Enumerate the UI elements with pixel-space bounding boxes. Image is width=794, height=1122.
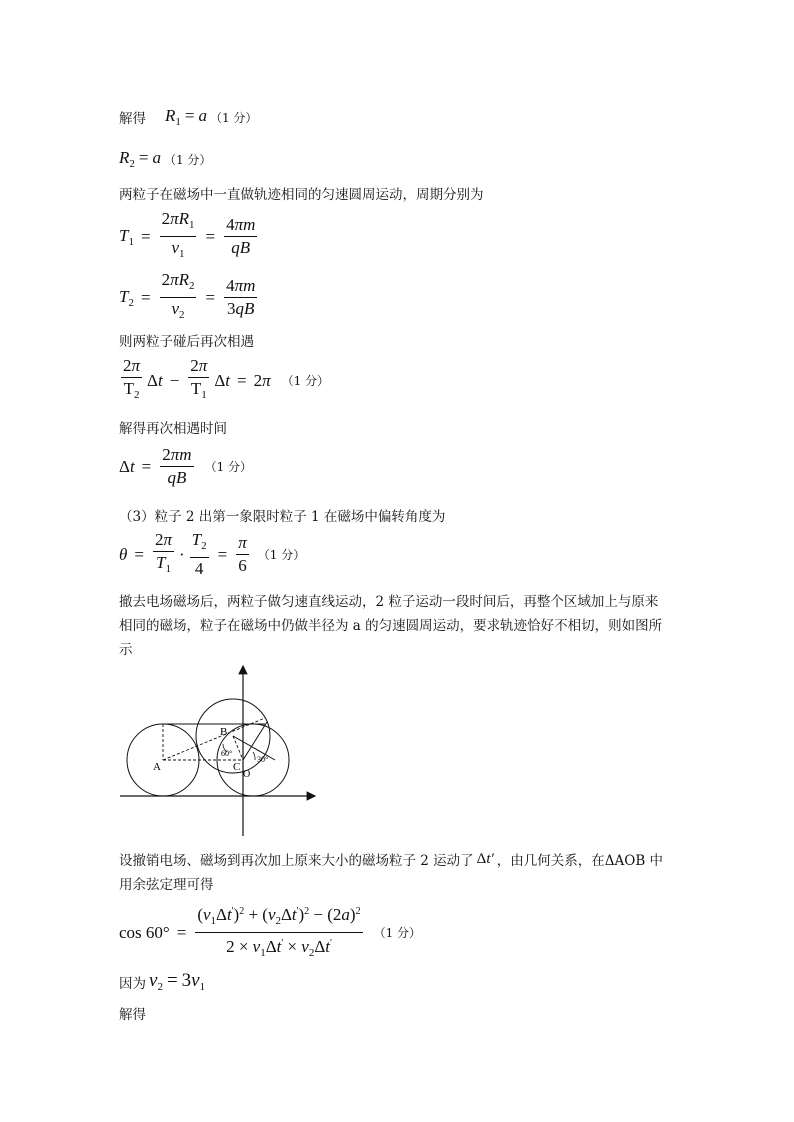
arc-30 xyxy=(253,752,255,760)
formula-cos: cos 60° = $\frac{(v_1\Delta t')^2 + (v_2\Delta t')^2 - (2a)^2}{2 \times v_1\Delta t' \times v_2\Delta t'}$ （1 分） xyxy=(119,905,422,959)
r1-formula: $R_1 = a$ xyxy=(165,106,207,128)
formula-meet-note: （1 分） xyxy=(281,374,330,388)
formula-t2: $T_2$ = $\frac{2\pi R_2}{v_2}$ = $\frac{4\pi m}{3qB}$ xyxy=(119,270,256,321)
line-r1-prefix: 解得 xyxy=(119,111,146,127)
formula-v2: $v_2 = 3v_1$ xyxy=(149,970,206,993)
text-solve-time: 解得再次相遇时间 xyxy=(119,421,227,437)
paragraph-2-line-1 xyxy=(119,849,663,869)
paragraph-2-end: ，由几何关系，在ΔAOB 中 xyxy=(496,853,664,869)
r2-formula: $R_2 = a$ xyxy=(119,148,161,170)
dashed-b-to-c xyxy=(233,736,243,760)
formula-t1: $T_1$ = $\frac{2\pi R_1}{v_1}$ = $\frac{4\pi m}{qB}$ xyxy=(119,209,256,260)
label-a: A xyxy=(153,761,161,773)
formula-delta-t: Δt = $\frac{2\pi m}{qB}$ （1 分） xyxy=(119,445,253,487)
line-r2-note: （1 分） xyxy=(163,152,212,167)
formula-theta-note: （1 分） xyxy=(257,548,306,562)
line-r1 xyxy=(119,106,257,128)
line-r1-note: （1 分） xyxy=(209,110,258,125)
text-period-intro: 两粒子在磁场中一直做轨迹相同的匀速圆周运动，周期分别为 xyxy=(119,187,484,203)
formula-theta: θ = $\frac{2\pi}{T_1}$ · $\frac{T_2}{4}$ = $\frac{\pi}{6}$ （1 分） xyxy=(119,530,306,578)
label-30: 30° xyxy=(257,755,269,764)
formula-meet: $\frac{2\pi}{T_2}$ Δt − $\frac{2\pi}{T_1}$ Δt = 2π （1 分） xyxy=(123,356,330,401)
because-prefix: 因为 xyxy=(119,975,146,992)
text-part3: （3）粒子 2 出第一象限时粒子 1 在磁场中偏转角度为 xyxy=(119,509,446,525)
line-b-right xyxy=(233,736,275,760)
line-because xyxy=(119,970,205,993)
circle-o xyxy=(217,724,289,796)
formula-delta-t-note: （1 分） xyxy=(204,460,253,474)
paragraph-1-line-2: 相同的磁场，粒子在磁场中仍做半径为 a 的匀速圆周运动，要求轨迹恰好不相切，则如图所 xyxy=(119,618,663,634)
paragraph-2-line-2: 用余弦定理可得 xyxy=(119,877,214,893)
label-o: O xyxy=(243,769,251,780)
label-c: C xyxy=(233,761,241,773)
formula-cos-note: （1 分） xyxy=(373,926,422,940)
paragraph-1-line-1: 撤去电场磁场后，两粒子做匀速直线运动，2 粒子运动一段时间后，再整个区域加上与原来 xyxy=(119,594,659,610)
text-meet-again: 则两粒子碰后再次相遇 xyxy=(119,334,254,350)
geometry-figure xyxy=(115,660,325,840)
label-b: B xyxy=(220,726,228,738)
delta-t-prime: Δt′ xyxy=(476,850,494,867)
paragraph-2-start: 设撤销电场、磁场到再次加上原来大小的磁场粒子 2 运动了 xyxy=(119,853,474,869)
text-solve-final: 解得 xyxy=(119,1007,146,1023)
paragraph-1-line-3: 示 xyxy=(119,642,133,658)
label-60: 60° xyxy=(221,749,233,758)
line-r2 xyxy=(119,148,211,170)
